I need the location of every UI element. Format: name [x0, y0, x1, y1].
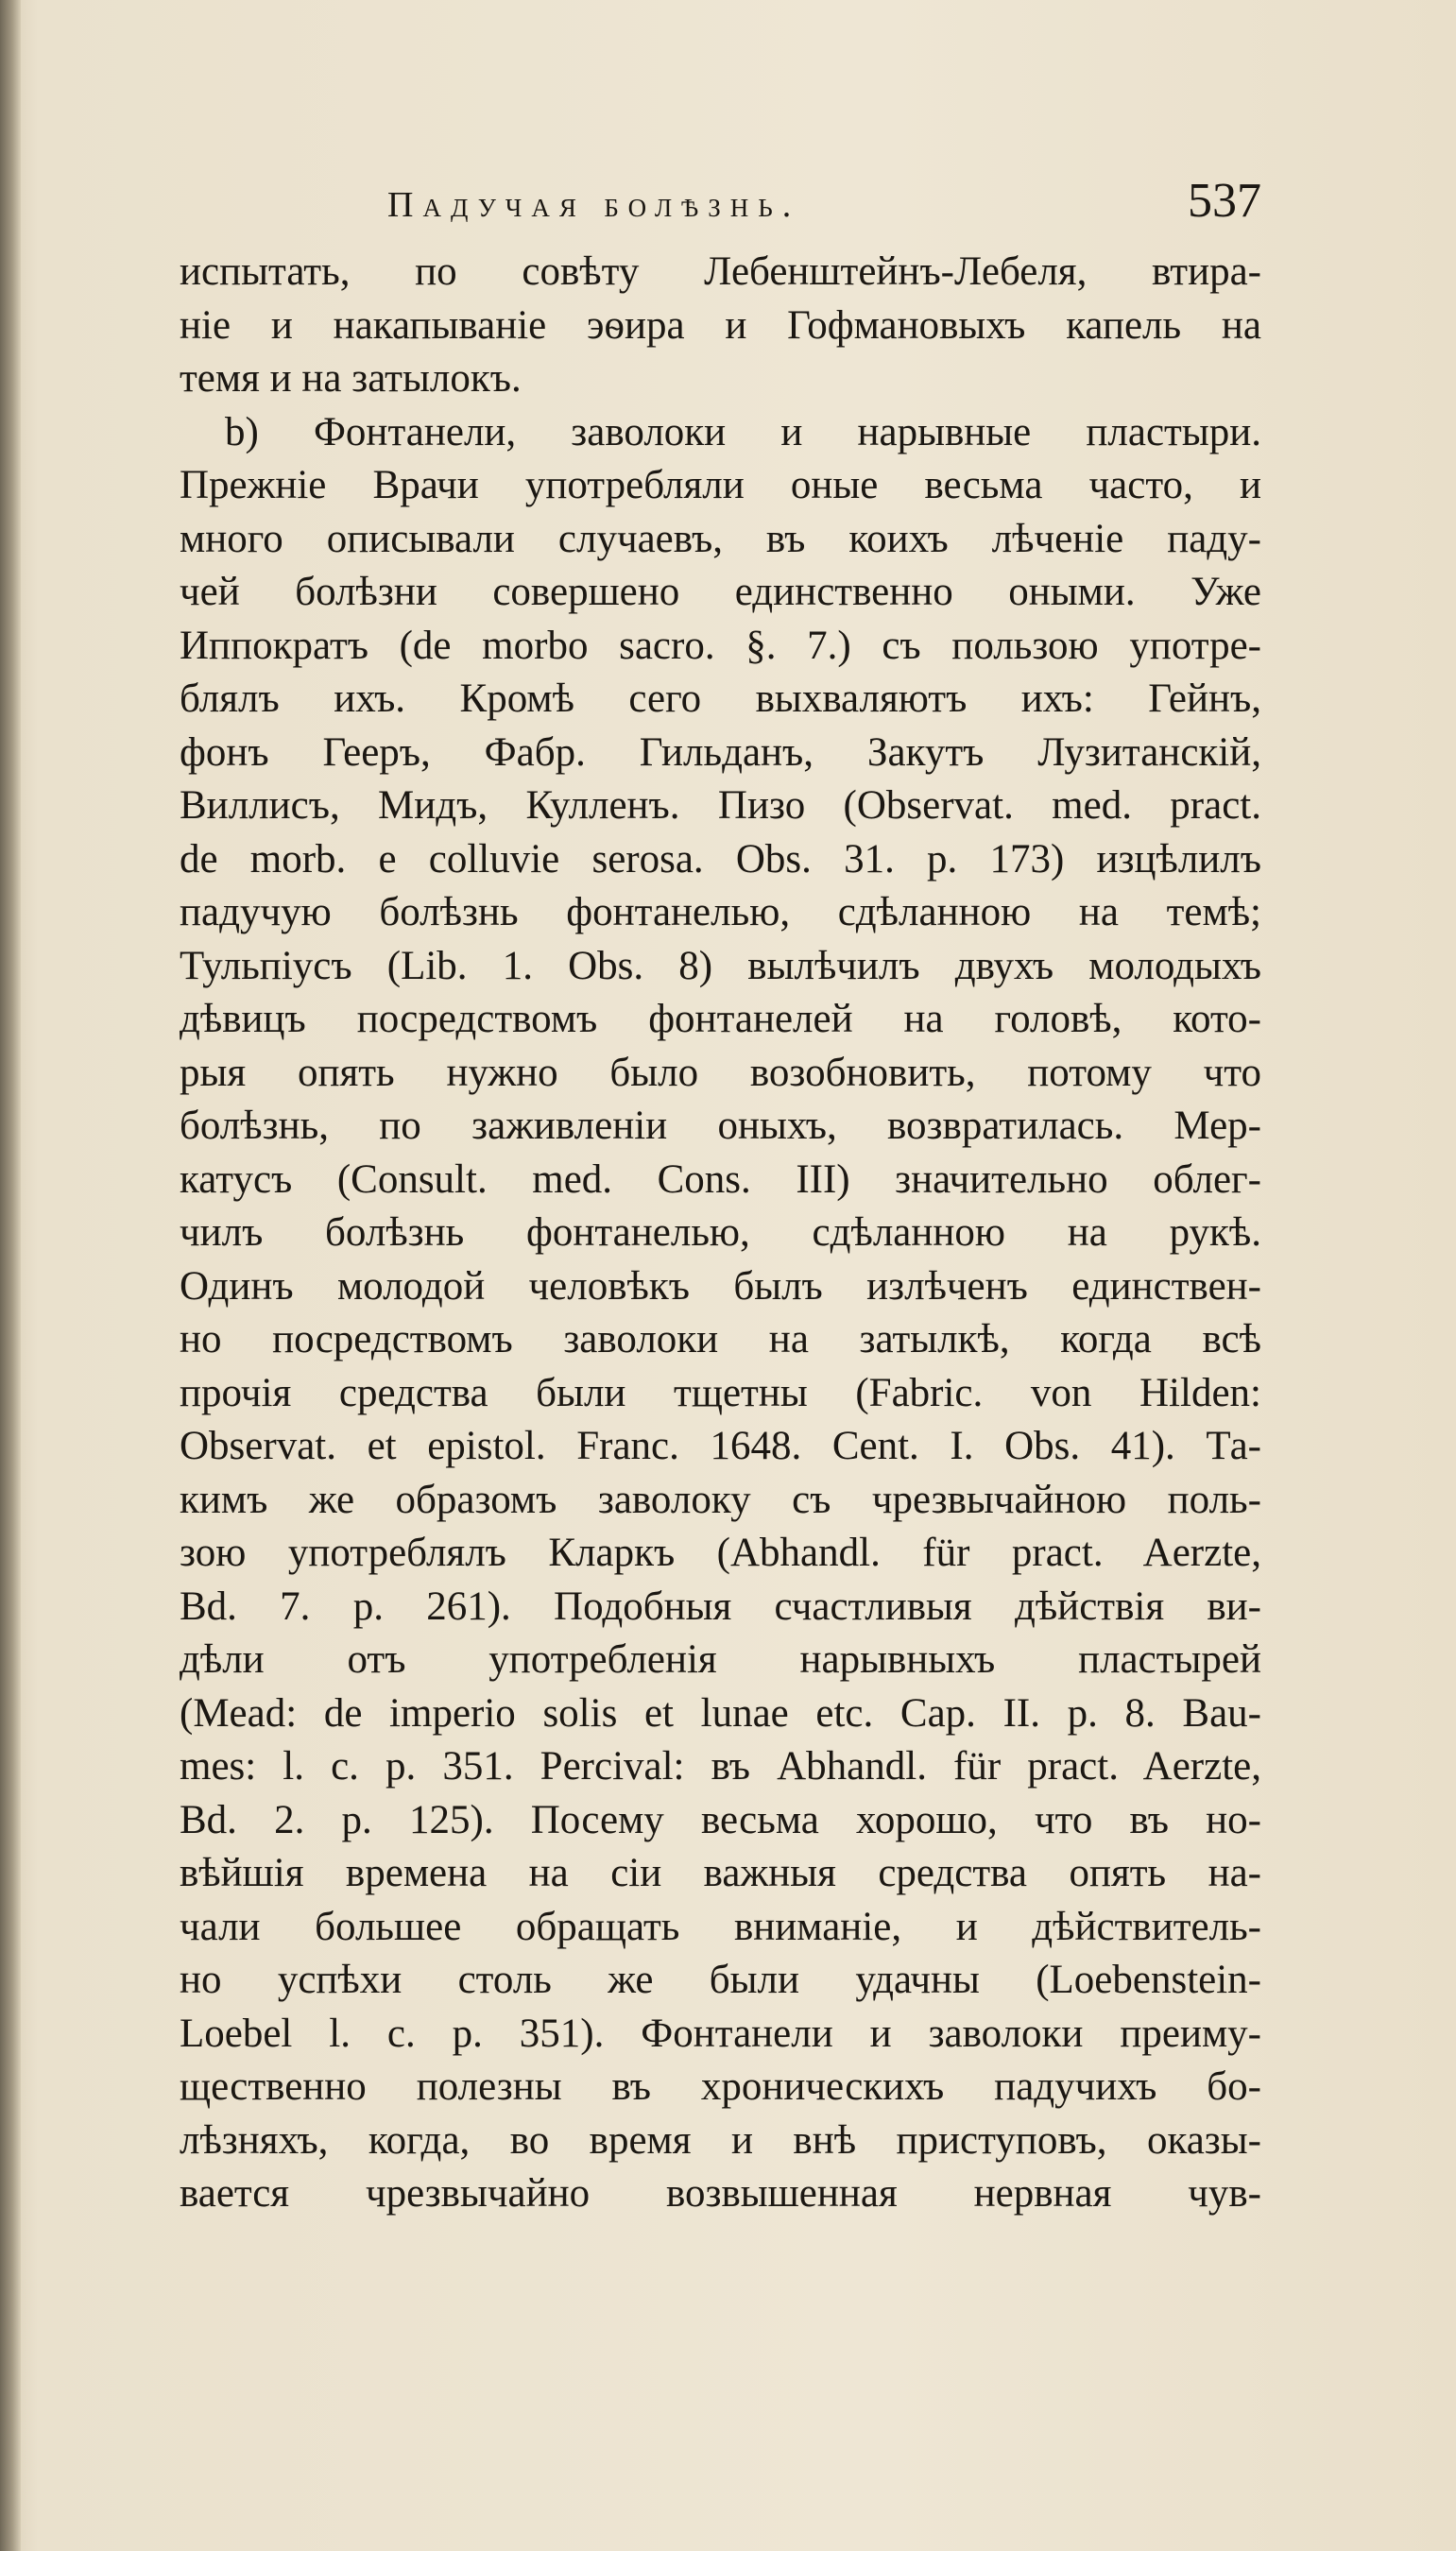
text-line: много описывали случаевъ, въ коихъ лѣченіе паду-: [180, 516, 1261, 561]
text-line: дѣвицъ посредствомъ фонтанелей на головѣ, кото-: [180, 997, 1261, 1041]
text-line: Observat. et epistol. Franc. 1648. Cent. I. Obs. 41). Та-: [180, 1424, 1261, 1468]
text-line: дѣли отъ употребленія нарывныхъ пластырей: [180, 1637, 1261, 1682]
text-line: щественно полезны въ хроническихъ падучихъ бо-: [180, 2064, 1261, 2109]
text-line: зою употреблялъ Кларкъ (Abhandl. für pract. Aerzte,: [180, 1531, 1261, 1575]
running-title: Падучая болѣзнь.: [387, 185, 801, 225]
text-line: Прежніе Врачи употребляли оные весьма часто, и: [180, 463, 1261, 507]
text-line: (Mead: de imperio solis et lunae etc. Cap. II. p. 8. Bau-: [180, 1690, 1261, 1736]
text-line: вѣйшія времена на сіи важныя средства опять на-: [180, 1851, 1261, 1895]
text-line: лѣзняхъ, когда, во время и внѣ приступовъ, оказы-: [180, 2117, 1261, 2163]
text-line: кимъ же образомъ заволоку съ чрезвычайною поль-: [180, 1477, 1261, 1522]
text-line: Одинъ молодой человѣкъ былъ излѣченъ единствен-: [180, 1263, 1261, 1309]
text-line: Иппократъ (de morbo sacro. §. 7.) съ пользою употре-: [180, 623, 1261, 668]
text-line: Bd. 2. p. 125). Посему весьма хорошо, что въ но-: [180, 1797, 1261, 1842]
text-line: b) Фонтанели, заволоки и нарывные пластыри.: [225, 409, 1261, 454]
text-line: но посредствомъ заволоки на затылкѣ, когда всѣ: [180, 1317, 1261, 1361]
page-header: [180, 173, 1261, 230]
text-line: de morb. e colluvie serosa. Obs. 31. p. 173) изцѣлилъ: [180, 836, 1261, 882]
text-line: катусъ (Consult. med. Cons. III) значительно облег-: [180, 1156, 1261, 1202]
text-line: Bd. 7. p. 261). Подобныя счастливыя дѣйствія ви-: [180, 1584, 1261, 1629]
text-line: чилъ болѣзнь фонтанелью, сдѣланною на рукѣ.: [180, 1210, 1261, 1255]
page-binding-edge: [0, 0, 21, 2551]
text-line: mes: l. c. p. 351. Percival: въ Abhandl. für pract. Aerzte,: [180, 1744, 1261, 1789]
page-number: 537: [1188, 174, 1261, 228]
text-line: фонъ Геeръ, Фабр. Гильданъ, Закутъ Лузитанскій,: [180, 729, 1261, 775]
body-text: [180, 246, 1261, 2221]
text-line: болѣзнь, по заживленіи оныхъ, возвратилась. Мер-: [180, 1104, 1261, 1148]
text-line: рыя опять нужно было возобновить, потому что: [180, 1050, 1261, 1095]
text-line: темя и на затылокъ.: [180, 356, 522, 401]
text-line: ніе и накапываніе эѳира и Гофмановыхъ капель на: [180, 302, 1261, 348]
text-line: падучую болѣзнь фонтанелью, сдѣланною на темѣ;: [180, 890, 1261, 934]
text-line: Тульпіусъ (Lib. 1. Obs. 8) вылѣчилъ двухъ молодыхъ: [180, 943, 1261, 988]
text-line: Виллисъ, Мидъ, Кулленъ. Пизо (Observat. med. pract.: [180, 783, 1261, 828]
text-line: чей болѣзни совершено единственно оными. Уже: [180, 570, 1261, 614]
text-line: но успѣхи столь же были удачны (Loebenstein-: [180, 1958, 1261, 2002]
text-line: прочія средства были тщетны (Fabric. von Hilden:: [180, 1370, 1261, 1415]
text-line: испытать, по совѣту Лебенштейнъ-Лебеля, втира-: [180, 249, 1261, 294]
text-line: вается чрезвычайно возвышенная нервная чув-: [180, 2171, 1261, 2216]
text-line: Loebel l. c. p. 351). Фонтанели и заволоки преиму-: [180, 2011, 1261, 2056]
text-line: блялъ ихъ. Кромѣ сего выхваляютъ ихъ: Гейнъ,: [180, 676, 1261, 721]
text-line: чали большее обращать вниманіе, и дѣйствитель-: [180, 1904, 1261, 1949]
